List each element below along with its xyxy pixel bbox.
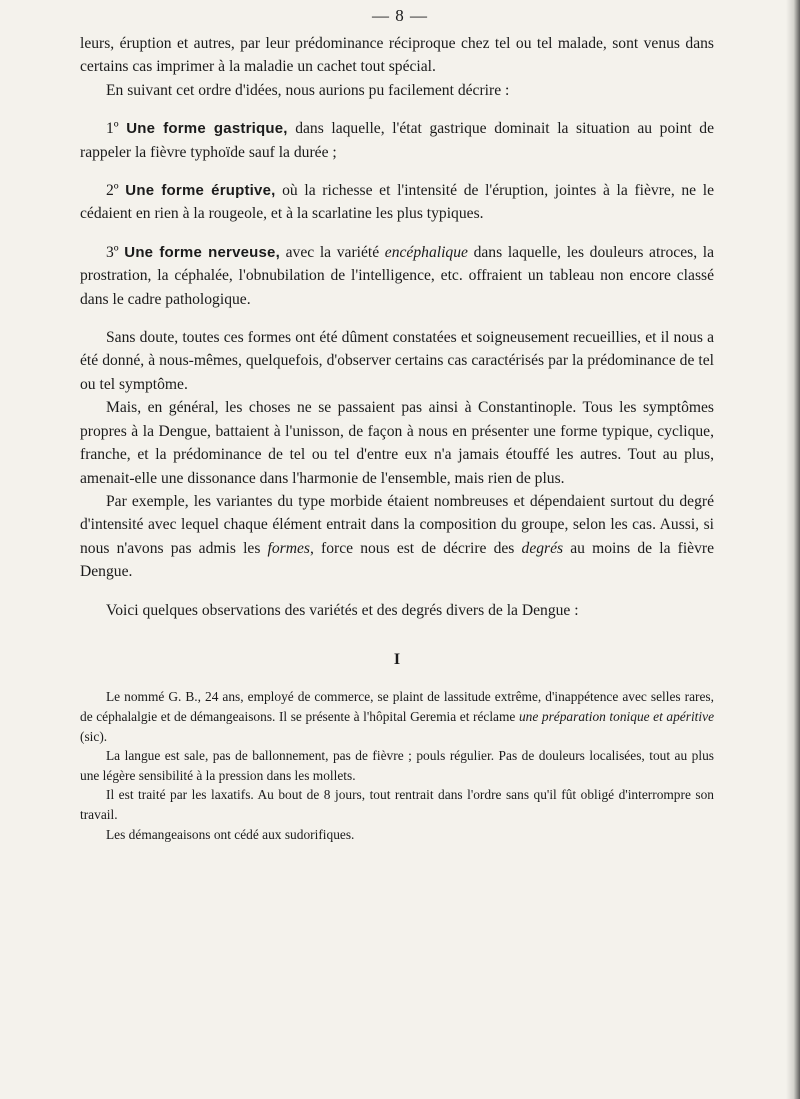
- paragraph-continuation: leurs, éruption et autres, par leur prédominance réciproque chez tel ou tel malade, sont venus dans certains cas imprimer à la maladie un cachet tout spécial.: [80, 35, 714, 76]
- form-title: Une forme nerveuse,: [124, 243, 280, 261]
- form-number: 2º: [106, 182, 126, 200]
- form-number: 1º: [106, 120, 127, 138]
- form-title: Une forme gastrique,: [126, 120, 288, 138]
- case-paragraph: La langue est sale, pas de ballonnement, pas de fièvre ; pouls régulier. Pas de douleurs localisées, tout au plus une légère sensibilité à la pression dans les mollets.: [80, 748, 714, 783]
- form-number: 3º: [106, 243, 125, 261]
- form-variety-italic: encéphalique: [384, 243, 468, 261]
- page-number: — 8 —: [372, 6, 428, 25]
- form-description: avec la variété: [279, 243, 385, 261]
- form-nervous: [80, 241, 714, 311]
- paragraph-variants: Par exemple, les variantes du type morbide étaient nombreuses et dépendaient surtout du degré d'intensité avec lequel chaque élément entrait dans la composition du groupe, selon les cas. Aussi, si nous n'avons pas admis les formes, force nous est de décrire des degrés au moins de la fièvre Dengue.: [80, 492, 714, 581]
- paragraph-examples-intro: Voici quelques observations des variétés et des degrés divers de la Dengue :: [106, 601, 579, 619]
- form-gastric: [80, 117, 714, 164]
- form-eruptive: [80, 179, 714, 226]
- case-paragraph: Les démangeaisons ont cédé aux sudorifiques.: [106, 826, 355, 842]
- section-numeral: I: [393, 650, 401, 668]
- italic-degres: degrés: [521, 539, 564, 557]
- case-report: [80, 687, 714, 844]
- case-quote-italic: une préparation tonique et apéritive: [518, 708, 715, 724]
- form-description: où la richesse et l'intensité de l'éruption, jointes à la fièvre, ne le cédaient en rien à la rougeole, et à la scarlatine les plus typiques.: [80, 182, 714, 223]
- page-edge-shadow: [786, 0, 800, 1099]
- case-paragraph: Il est traité par les laxatifs. Au bout de 8 jours, tout rentrait dans l'ordre sans qu'il fût obligé d'interrompre son travail.: [80, 787, 714, 822]
- italic-formes: formes: [267, 539, 310, 557]
- case-paragraph: Le nommé G. B., 24 ans, employé de commerce, se plaint de lassitude extrême, d'inappétence avec selles rares, de céphalalgie et de démangeaisons. Il se présente à l'hôpital Geremia et réclame une préparation tonique et apéritive (sic).: [80, 689, 715, 744]
- paragraph-intro-forms: En suivant cet ordre d'idées, nous aurions pu facilement décrire :: [106, 81, 510, 99]
- main-text: [80, 32, 714, 844]
- paragraph-constantinople: Mais, en général, les choses ne se passaient pas ainsi à Constantinople. Tous les symptômes propres à la Dengue, battaient à l'unisson, de façon à nous en présenter une forme typique, cyclique, franche, et la prédominance de tel ou tel d'entre eux n'a jamais étouffé les autres. Tout au plus, amenait-elle une dissonance dans l'harmonie de l'ensemble, mais rien de plus.: [80, 399, 714, 487]
- form-description: dans laquelle, l'état gastrique dominait la situation au point de rappeler la fièvre typhoïde sauf la durée ;: [80, 120, 714, 161]
- form-description: dans laquelle, les douleurs atroces, la prostration, la céphalée, l'obnubilation de l'intelligence, etc. offraient un tableau non encore classé dans le cadre pathologique.: [80, 243, 714, 308]
- paragraph-observations: Sans doute, toutes ces formes ont été dûment constatées et soigneusement recueillies, et il nous a été donné, à nous-mêmes, quelquefois, d'observer certains cas caractérisés par la prédominance de tel ou tel symptôme.: [80, 329, 714, 393]
- form-title: Une forme éruptive,: [125, 182, 276, 200]
